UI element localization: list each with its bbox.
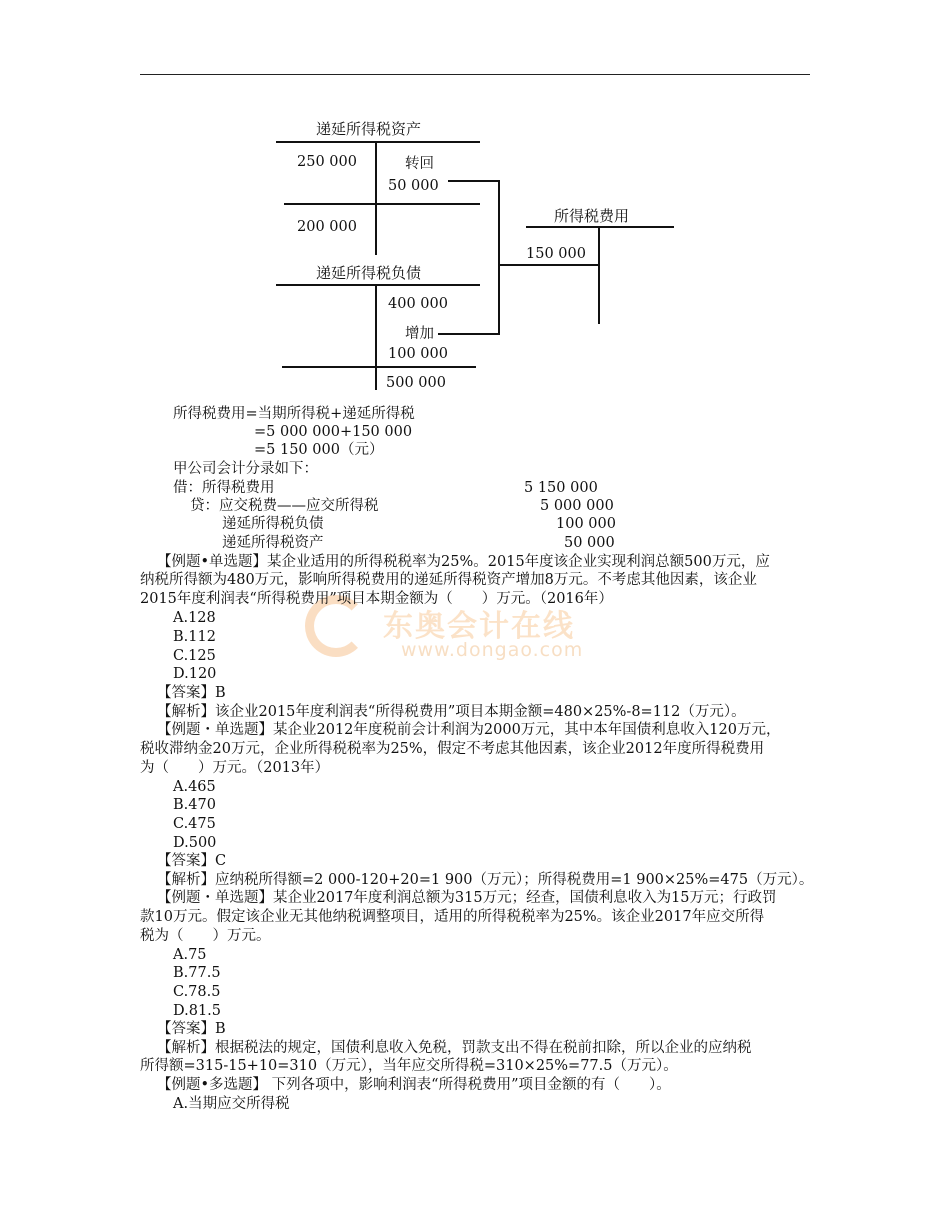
dtl-right-value-2: 500 000 xyxy=(386,375,446,391)
dtl-right-value-1: 400 000 xyxy=(388,296,448,312)
q3-option-c: C.78.5 xyxy=(173,984,221,1000)
expense-divider xyxy=(598,226,600,324)
q2-answer: 【答案】C xyxy=(157,853,227,869)
q2-option-d: D.500 xyxy=(173,835,217,851)
entry-debit-amount: 5 150 000 xyxy=(524,480,598,496)
expense-top-rule xyxy=(526,226,674,228)
q2-option-c: C.475 xyxy=(173,816,216,832)
connector-top-arm xyxy=(448,180,500,182)
q3-option-d: D.81.5 xyxy=(173,1003,222,1019)
dta-top-rule xyxy=(276,141,480,143)
dtl-top-rule xyxy=(276,284,480,286)
q3-option-b: B.77.5 xyxy=(173,965,221,981)
connector-bottom-arm xyxy=(438,333,500,335)
header-rule xyxy=(140,74,810,75)
dta-title: 递延所得税资产 xyxy=(316,120,422,138)
q1-answer: 【答案】B xyxy=(157,685,226,701)
q2-line-2: 税收滞纳金20万元，企业所得税税率为25%，假定不考虑其他因素，该企业2012年度所得税费用 xyxy=(140,741,765,757)
q1-option-c: C.125 xyxy=(173,648,216,664)
q2-option-a: A.465 xyxy=(173,779,216,795)
q1-line-3: 2015年度利润表“所得税费用”项目本期金额为（ ）万元。（2016年） xyxy=(140,591,613,607)
formula-line-3: =5 150 000（元） xyxy=(254,442,384,458)
entry-credit-label-2: 递延所得税负债 xyxy=(222,516,324,532)
entry-debit-label: 借：所得税费用 xyxy=(173,480,275,496)
q2-analysis: 【解析】应纳税所得额=2 000-120+20=1 900（万元）；所得税费用=1 900×25%=475（万元）。 xyxy=(157,872,814,888)
dtl-increase-label: 增加 xyxy=(405,326,434,342)
q2-line-3: 为（ ）万元。（2013年） xyxy=(140,760,330,776)
q3-analysis-line-1: 【解析】根据税法的规定，国债利息收入免税，罚款支出不得在税前扣除，所以企业的应纳税 xyxy=(157,1040,752,1056)
entry-credit-label-3: 递延所得税资产 xyxy=(222,535,324,551)
q4-option-a: A.当期应交所得税 xyxy=(173,1096,290,1112)
dta-balance-rule xyxy=(284,203,480,205)
formula-line-1: 所得税费用=当期所得税+递延所得税 xyxy=(173,406,415,422)
watermark-brand: 东奥会计在线 xyxy=(383,609,575,644)
expense-left-value: 150 000 xyxy=(526,246,586,262)
q1-analysis: 【解析】该企业2015年度利润表“所得税费用”项目本期金额=480×25%-8=112（万元）。 xyxy=(157,704,746,720)
dtl-title: 递延所得税负债 xyxy=(316,264,422,282)
dtl-balance-rule xyxy=(282,366,476,368)
entry-credit-amount-2: 100 000 xyxy=(556,516,616,532)
connector-to-expense xyxy=(500,264,600,266)
q4-line-1: 【例题•多选题】 下列各项中，影响利润表“所得税费用”项目金额的有（ ）。 xyxy=(157,1077,671,1093)
q1-line-2: 纳税所得额为480万元，影响所得税费用的递延所得税资产增加8万元。不考虑其他因素，该企业 xyxy=(140,572,757,588)
q3-line-2: 款10万元。假定该企业无其他纳税调整项目，适用的所得税税率为25%。该企业2017年应交所得 xyxy=(140,909,765,925)
q1-option-d: D.120 xyxy=(173,666,217,682)
dta-divider xyxy=(375,141,377,255)
formula-line-2: =5 000 000+150 000 xyxy=(254,424,413,440)
q3-option-a: A.75 xyxy=(173,947,207,963)
q2-option-b: B.470 xyxy=(173,797,216,813)
q3-analysis-line-2: 所得额=315-15+10=310（万元），当年应交所得税=310×25%=77.5（万元）。 xyxy=(140,1058,678,1074)
q3-line-1: 【例题・单选题】某企业2017年度利润总额为315万元；经查，国债利息收入为15万元；行政罚 xyxy=(157,890,777,906)
dtl-increase-value: 100 000 xyxy=(388,346,448,362)
q1-line-1: 【例题•单选题】某企业适用的所得税税率为25%。2015年度该企业实现利润总额500万元，应 xyxy=(157,554,770,570)
q3-line-3: 税为（ ）万元。 xyxy=(140,928,271,944)
q3-answer: 【答案】B xyxy=(157,1021,226,1037)
q1-option-a: A.128 xyxy=(173,610,216,626)
dta-left-value-1: 250 000 xyxy=(297,154,357,170)
expense-title: 所得税费用 xyxy=(554,207,630,225)
connector-vertical xyxy=(498,180,500,335)
dta-reversal-label: 转回 xyxy=(405,156,434,172)
watermark-url: www.dongao.com xyxy=(401,639,584,661)
entry-credit-label-1: 贷：应交税费——应交所得税 xyxy=(190,498,379,514)
dta-reversal-value: 50 000 xyxy=(388,178,439,194)
entry-credit-amount-1: 5 000 000 xyxy=(540,498,614,514)
q1-option-b: B.112 xyxy=(173,629,216,645)
dta-left-value-2: 200 000 xyxy=(297,219,357,235)
entry-credit-amount-3: 50 000 xyxy=(564,535,615,551)
q2-line-1: 【例题・单选题】某企业2012年度税前会计利润为2000万元，其中本年国债利息收入120万元， xyxy=(157,722,781,738)
entry-intro: 甲公司会计分录如下： xyxy=(173,461,318,477)
dtl-divider xyxy=(375,284,377,390)
